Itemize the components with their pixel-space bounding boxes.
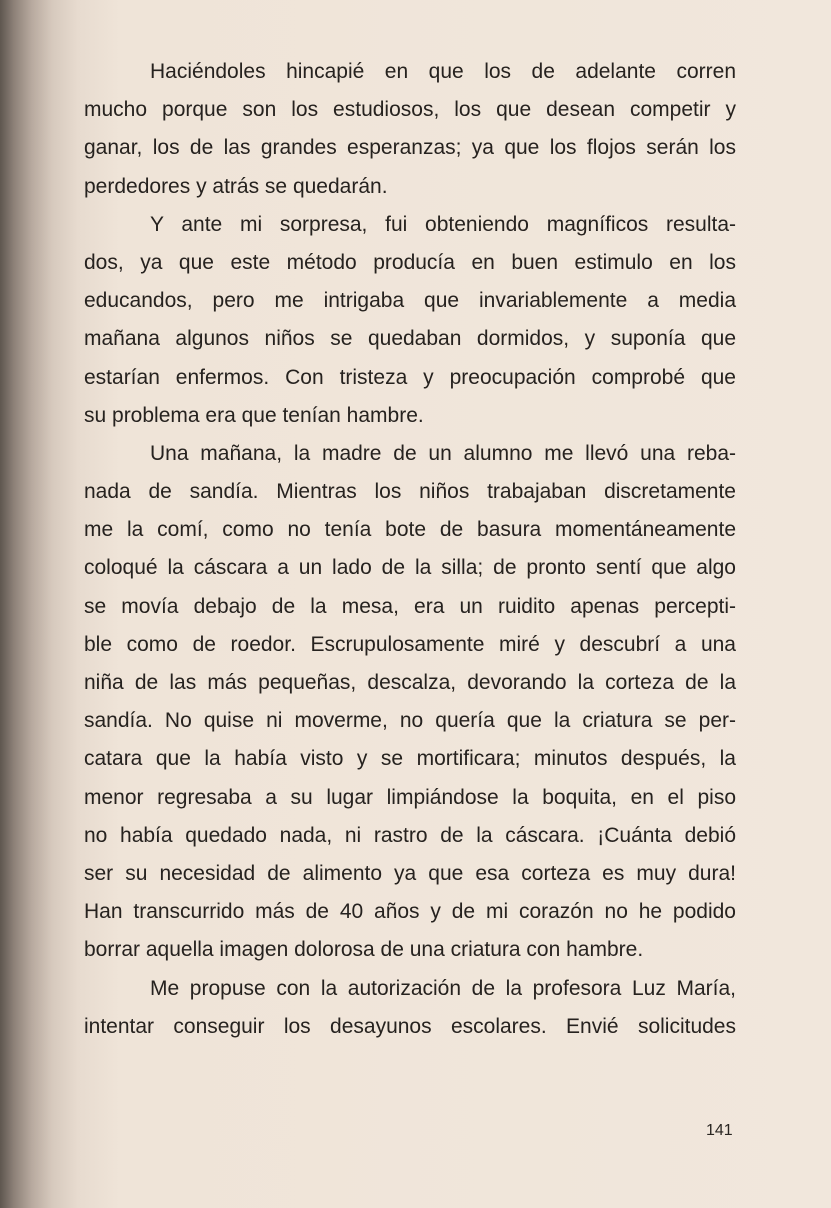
text-line: menor regresaba a su lugar limpiándose la boquita, en el piso [84, 785, 736, 809]
text-line: mucho porque son los estudiosos, los que desean competir y [84, 98, 736, 122]
page-number: 141 [706, 1122, 733, 1139]
paragraph-2 [84, 206, 736, 435]
text-line: dos, ya que este método producía en buen estimulo en los [84, 250, 736, 274]
text-line: ble como de roedor. Escrupulosamente miré y descubrí a una [84, 632, 736, 656]
text-line: mañana algunos niños se quedaban dormidos, y suponía que [84, 327, 736, 351]
paragraph-4 [84, 970, 736, 1046]
text-line: Haciéndoles hincapié en que los de adelante corren [150, 60, 736, 83]
text-line: Me propuse con la autorización de la profesora Luz María, [150, 976, 736, 1000]
paragraph-3 [84, 435, 736, 970]
text-line: educandos, pero me intrigaba que invariablemente a media [84, 289, 736, 313]
text-line: niña de las más pequeñas, descalza, devorando la corteza de la [84, 671, 736, 694]
text-line: estarían enfermos. Con tristeza y preocupación comprobé que [84, 365, 736, 389]
text-line: me la comí, como no tenía bote de basura momentáneamente [84, 518, 736, 542]
text-line: su problema era que tenían hambre. [84, 403, 424, 427]
text-line: Una mañana, la madre de un alumno me llevó una reba- [150, 441, 736, 465]
text-line: Y ante mi sorpresa, fui obteniendo magníficos resulta- [150, 212, 736, 236]
text-line: perdedores y atrás se quedarán. [84, 174, 388, 198]
text-line: ganar, los de las grandes esperanzas; ya que los flojos serán los [84, 136, 736, 160]
body-text [84, 53, 736, 1046]
text-line: catara que la había visto y se mortificara; minutos después, la [84, 747, 736, 771]
text-line: borrar aquella imagen dolorosa de una criatura con hambre. [84, 938, 644, 962]
text-line: no había quedado nada, ni rastro de la cáscara. ¡Cuánta debió [84, 823, 736, 847]
text-line: intentar conseguir los desayunos escolares. Envié solicitudes [84, 1014, 736, 1038]
text-line: sandía. No quise ni moverme, no quería que la criatura se per- [84, 709, 736, 733]
paragraph-1 [84, 53, 736, 206]
text-line: nada de sandía. Mientras los niños trabajaban discretamente [84, 480, 736, 504]
text-line: coloqué la cáscara a un lado de la silla; de pronto sentí que algo [84, 556, 736, 580]
text-line: se movía debajo de la mesa, era un ruidito apenas percepti- [84, 594, 736, 618]
text-line: Han transcurrido más de 40 años y de mi corazón no he podido [84, 900, 736, 924]
text-line: ser su necesidad de alimento ya que esa corteza es muy dura! [84, 861, 736, 885]
